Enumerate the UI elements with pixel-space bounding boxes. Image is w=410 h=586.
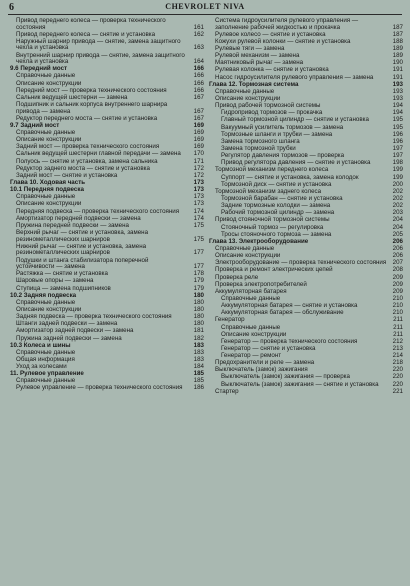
toc-right-column (209, 18, 403, 395)
toc-entry-title: Редуктор заднего моста — снятие и установка (16, 164, 150, 172)
toc-entry-title: Маятниковый рычаг — замена (215, 59, 304, 67)
toc-page-number: 183 (193, 355, 204, 363)
toc-entry-title: Амортизатор задней подвески — замена (16, 327, 134, 335)
toc-page-number: 206 (392, 252, 403, 260)
toc-entry-title: Справочные данные (215, 87, 275, 95)
toc-page-number: 194 (392, 109, 403, 117)
toc-page-number: 196 (392, 130, 403, 138)
toc-entry (10, 258, 204, 271)
toc-page-number: 185 (193, 377, 204, 385)
toc-entry-title: Рулевые тяги — замена (215, 45, 285, 53)
toc-entry-title: Пружина передней подвески — замена (16, 221, 129, 229)
toc-entry-title: Наружный шарнир привода — снятие, замена защитного чехла и установка (16, 37, 181, 52)
toc-page-number: 204 (392, 216, 403, 224)
toc-entry-title: Полуось — снятие и установка, замена сальника (16, 157, 158, 165)
toc-entry-title: Описание конструкции (215, 95, 281, 102)
toc-entry-title: Генератор — проверка технического состояния (221, 337, 358, 345)
toc-entry-title: Сальник ведущей шестерни главной передачи — замена (16, 150, 181, 158)
toc-page-number: 173 (193, 193, 204, 201)
toc-page-number: 163 (193, 44, 204, 52)
toc-page-number: 173 (193, 200, 204, 208)
toc-entry-title: Рулевая колонка — снятие и установка (215, 66, 329, 74)
toc-page-number: 162 (193, 30, 204, 38)
toc-page-number: 210 (392, 309, 403, 317)
toc-entry-title: Ступица — замена подшипников (16, 284, 111, 292)
toc-entry-title: Справочные данные (16, 348, 76, 356)
toc-page-number: 180 (193, 320, 204, 328)
toc-entry-title: Генератор — снятие и установка (221, 344, 316, 352)
toc-page-number: 211 (393, 330, 403, 338)
toc-entry-title: Передняя подвеска — проверка технического состояния (16, 207, 180, 215)
toc-page-number: 166 (193, 79, 204, 87)
toc-page-number: 171 (193, 157, 204, 165)
toc-page-number: 180 (193, 313, 204, 321)
toc-entry-title: Привод регулятора давления — снятие и установка (221, 159, 371, 167)
toc-entry (10, 244, 204, 257)
toc-page-number: 175 (193, 235, 204, 243)
toc-page-number: 194 (392, 102, 403, 110)
toc-page-number: 193 (392, 87, 403, 95)
toc-entry-title: Описание конструкции (16, 200, 82, 208)
toc-entry-title: Привод стояночной тормозной системы (215, 216, 330, 224)
toc-page-number: 220 (392, 366, 403, 374)
toc-page-number: 209 (392, 287, 403, 295)
toc-page-number: 166 (193, 86, 204, 94)
toc-page-number: 205 (392, 230, 403, 238)
toc-entry-title: Тормозной барабан — снятие и установка (221, 194, 343, 202)
toc-entry-title: Рабочий тормозной цилиндр — замена (221, 209, 335, 217)
toc-page-number: 196 (392, 137, 403, 145)
toc-page-number: 197 (392, 144, 403, 152)
toc-page-number: 179 (193, 277, 204, 285)
toc-entry-title: Справочные данные (221, 323, 281, 331)
toc-page-number: 185 (193, 370, 204, 378)
toc-entry-title: Насос гидроусилителя рулевого управления — замена (215, 73, 374, 81)
toc-entry (10, 230, 204, 243)
toc-entry-title: Тормозные шланги и трубки — замена (221, 130, 333, 138)
toc-page-number: 166 (193, 65, 204, 73)
toc-page-number: 178 (193, 270, 204, 278)
toc-entry-title: Предохранители и реле — замена (215, 359, 315, 367)
toc-page-number: 187 (392, 30, 403, 38)
toc-entry-title: Привод переднего колеса — проверка технического состояния (16, 17, 166, 31)
toc-page-number: 218 (392, 359, 403, 367)
toc-entry (10, 53, 204, 66)
toc-entry-title: Нижний рычаг — снятие и установка, замена резинометаллических шарниров (16, 242, 147, 257)
toc-entry-title: Справочные данные (16, 298, 76, 306)
toc-entry-title: Передний мост — проверка технического состояния (16, 86, 167, 94)
toc-page-number: 207 (392, 259, 403, 267)
toc-entry-title: Суппорт — снятие и установка, замена колодок (221, 173, 359, 181)
toc-entry-title: Вакуумный усилитель тормозов — замена (221, 123, 344, 131)
toc-page-number: 193 (392, 80, 403, 88)
toc-entry-title: Задний мост — проверка технического состояния (16, 143, 160, 151)
toc-page-number: 167 (193, 107, 204, 115)
toc-entry (10, 328, 204, 335)
toc-page-number: 208 (392, 266, 403, 274)
toc-entry-title: Регулятор давления тормозов — проверка (221, 152, 345, 160)
toc-entry-title: Тормозной механизм переднего колеса (215, 166, 329, 174)
toc-entry (209, 18, 403, 31)
toc-page-number: 209 (392, 280, 403, 288)
toc-page-number: 195 (392, 123, 403, 131)
page-number: 6 (9, 2, 14, 13)
toc-entry-title: Рулевое управление — проверка технического состояния (16, 384, 183, 392)
toc-page-number: 174 (193, 214, 204, 222)
toc-page-number: 199 (392, 166, 403, 174)
toc-entry-title: Аккумуляторная батарея (215, 287, 287, 295)
toc-entry-title: Тормозной механизм заднего колеса (215, 187, 322, 195)
toc-page-number: 204 (392, 223, 403, 231)
toc-entry-title: Тросы стояночного тормоза — замена (221, 230, 332, 238)
toc-entry (10, 18, 204, 31)
toc-page-number: 197 (392, 152, 403, 160)
toc-entry-title: Подушки и штанга стабилизатора поперечной устойчивости — замена (16, 256, 149, 271)
toc-page-number: 209 (392, 273, 403, 281)
toc-entry-title: 9.7 Задний мост (10, 121, 60, 129)
toc-page-number: 220 (392, 380, 403, 388)
toc-entry-title: Глава 10. Ходовая часть (10, 179, 86, 187)
toc-entry-title: Задние тормозные колодки — замена (221, 202, 331, 210)
toc-entry-title: Проверка реле (215, 273, 259, 281)
toc-page-number: 189 (392, 52, 403, 60)
toc-entry (209, 267, 403, 274)
toc-entry-title: Справочные данные (215, 244, 275, 252)
toc-entry-title: Сальник ведущей шестерни — замена (16, 93, 128, 101)
toc-entry-title: Выключатель (замок) зажигания — снятие и установка (221, 380, 379, 388)
toc-page-number: 187 (392, 23, 403, 31)
toc-entry-title: Стояночный тормоз — регулировка (221, 223, 324, 231)
toc-page-number: 199 (392, 173, 403, 181)
toc-page-number: 169 (193, 143, 204, 151)
toc-entry-title: Генератор — ремонт (221, 352, 282, 360)
toc-page-number: 167 (193, 114, 204, 122)
toc-entry-title: Кожухи рулевой колонки — снятие и установка (215, 37, 351, 45)
toc-entry-title: Аккумуляторная батарея — обслуживание (221, 309, 344, 317)
toc-entry-title: 11. Рулевое управление (10, 370, 84, 378)
toc-entry-title: Гидропривод тормозов — прокачка (221, 109, 323, 117)
toc-entry-title: Амортизатор передней подвески — замена (16, 214, 141, 222)
toc-page-number: 173 (193, 179, 204, 187)
toc-page-number: 169 (193, 136, 204, 144)
toc-page-number: 164 (193, 58, 204, 66)
toc-page-number: 206 (392, 237, 403, 245)
toc-page-number: 202 (392, 194, 403, 202)
toc-page-number: 206 (392, 244, 403, 252)
toc-page-number: 213 (392, 344, 403, 352)
toc-entry-title: Рулевое колесо — снятие и установка (215, 30, 326, 38)
toc-entry-title: Растяжка — снятие и установка (16, 270, 108, 278)
toc-entry-title: Штанги задней подвески — замена (16, 320, 118, 328)
toc-entry-title: Проверка электропотребителей (215, 280, 307, 288)
toc-page-number: 183 (193, 348, 204, 356)
toc-entry-title: Задний мост — снятие и установка (16, 171, 118, 179)
toc-page-number: 188 (392, 37, 403, 45)
toc-page-number: 180 (193, 298, 204, 306)
toc-page-number: 177 (193, 263, 204, 271)
header-divider (8, 14, 402, 15)
toc-page-number: 212 (392, 337, 403, 345)
toc-page-number: 179 (193, 284, 204, 292)
toc-entry (10, 39, 204, 52)
toc-entry-title: Аккумуляторная батарея — снятие и установка (221, 302, 358, 310)
running-title: CHEVROLET NIVA (165, 2, 245, 11)
toc-entry-title: Справочные данные (16, 129, 76, 137)
toc-entry (209, 317, 403, 324)
toc-entry-title: Описание конструкции (16, 79, 82, 87)
toc-entry-title: Замена тормозного шланга (221, 137, 300, 145)
toc-page-number: 182 (193, 334, 204, 342)
toc-page-number: 200 (392, 180, 403, 188)
toc-page-number: 181 (193, 327, 204, 335)
toc-page-number: 174 (193, 207, 204, 215)
toc-entry-title: 10.3 Колеса и шины (10, 341, 71, 349)
toc-entry-title: Проверка и ремонт электрических цепей (215, 266, 333, 274)
toc-page-number: 173 (193, 186, 204, 194)
toc-page-number: 214 (392, 352, 403, 360)
toc-page-number: 189 (392, 45, 403, 53)
toc-entry-title: Выключатель (замок) зажигания (215, 366, 308, 374)
toc-page-number: 180 (193, 291, 204, 299)
toc-entry-title: Описание конструкции (16, 305, 82, 313)
toc-entry (10, 102, 204, 115)
toc-entry-title: Главный тормозной цилиндр — снятие и установка (221, 116, 369, 124)
toc-entry (10, 278, 204, 285)
toc-page-number: 190 (392, 59, 403, 67)
toc-page-number: 177 (193, 249, 204, 257)
toc-entry-title: Описание конструкции (221, 330, 287, 338)
toc-entry-title: Внутренний шарнир привода — снятие, замена защитного чехла и установка (16, 51, 185, 66)
toc-page-number: 186 (193, 384, 204, 392)
toc-page-number: 210 (392, 302, 403, 310)
toc-entry-title: Выключатель (замок) зажигания — проверка (221, 373, 350, 381)
toc-entry (209, 217, 403, 224)
toc-page-number: 191 (392, 73, 403, 81)
toc-entry-title: Система гидроусилителя рулевого управления — заполнение рабочей жидкостью и прокачка (215, 17, 359, 31)
toc-page-number: 202 (392, 202, 403, 210)
toc-entry-title: 9.6 Передний мост (10, 65, 68, 73)
toc-page-number: 221 (392, 387, 403, 395)
toc-page-number: 169 (193, 129, 204, 137)
toc-entry-title: Справочные данные (16, 72, 76, 80)
toc-page-number: 169 (193, 121, 204, 129)
toc-page-number: 184 (193, 363, 204, 371)
toc-entry (209, 167, 403, 174)
toc-entry-title: Задняя подвеска — проверка технического состояния (16, 313, 172, 321)
toc-entry-title: Справочные данные (16, 193, 76, 201)
toc-entry-title: Описание конструкции (215, 252, 281, 260)
toc-entry-title: Описание конструкции (16, 136, 82, 144)
toc-entry-title: Справочные данные (221, 294, 281, 302)
toc-entry (10, 385, 204, 392)
toc-entry-title: Замена тормозной трубки (221, 144, 296, 152)
toc-page-number: 220 (392, 373, 403, 381)
toc-entry-title: 10.1 Передняя подвеска (10, 186, 84, 194)
toc-entry-title: Подшипник и сальник корпуса внутреннего шарнира привода — замена (16, 101, 168, 115)
toc-entry-title: Электрооборудование — проверка технического состояния (215, 259, 387, 267)
toc-page-number: 198 (392, 159, 403, 167)
toc-page-number: 211 (393, 316, 403, 324)
toc-entry-title: Генератор (215, 316, 245, 324)
toc-page-number: 211 (393, 323, 403, 331)
toc-page-number: 172 (193, 164, 204, 172)
toc-entry-title: Рулевой механизм — замена (215, 52, 300, 60)
toc-entry-title: Привод переднего колеса — снятие и установка (16, 30, 156, 38)
toc-entry-title: Привод рабочей тормозной системы (215, 102, 321, 110)
toc-page-number: 170 (193, 150, 204, 158)
toc-page-number: 193 (392, 95, 403, 102)
toc-page-number: 191 (392, 66, 403, 74)
toc-entry (209, 389, 403, 396)
toc-page-number: 166 (193, 72, 204, 80)
toc-page-number: 161 (193, 23, 204, 31)
toc-page-number: 183 (193, 341, 204, 349)
toc-entry-title: Глава 13. Электрооборудование (209, 237, 309, 245)
toc-entry-title: Уход за колесами (16, 363, 67, 371)
toc-entry-title: Редуктор переднего моста — снятие и установка (16, 114, 158, 122)
toc-entry-title: Верхний рычаг — снятие и установка, замена резинометаллических шарниров (16, 229, 149, 243)
toc-entry-title: Тормозной диск — снятие и установка (221, 180, 332, 188)
toc-page-number: 195 (392, 116, 403, 124)
toc-entry-title: Шаровые опоры — замена (16, 277, 94, 285)
toc-page-number: 203 (392, 209, 403, 217)
toc-page-number: 180 (193, 305, 204, 313)
toc-page-number: 167 (193, 93, 204, 101)
toc-entry-title: Общая информация (16, 355, 75, 363)
toc-entry-title: Справочные данные (16, 377, 76, 385)
toc-page-number: 210 (392, 294, 403, 302)
toc-entry-title: Глава 12. Тормозная система (209, 80, 299, 88)
toc-page-number: 175 (193, 221, 204, 229)
toc-page-number: 172 (193, 171, 204, 179)
toc-entry-title: 10.2 Задняя подвеска (10, 291, 77, 299)
toc-entry-title: Пружина задней подвески — замена (16, 334, 122, 342)
toc-entry-title: Стартер (215, 387, 239, 395)
toc-left-column (10, 18, 204, 392)
toc-page-number: 202 (392, 187, 403, 195)
